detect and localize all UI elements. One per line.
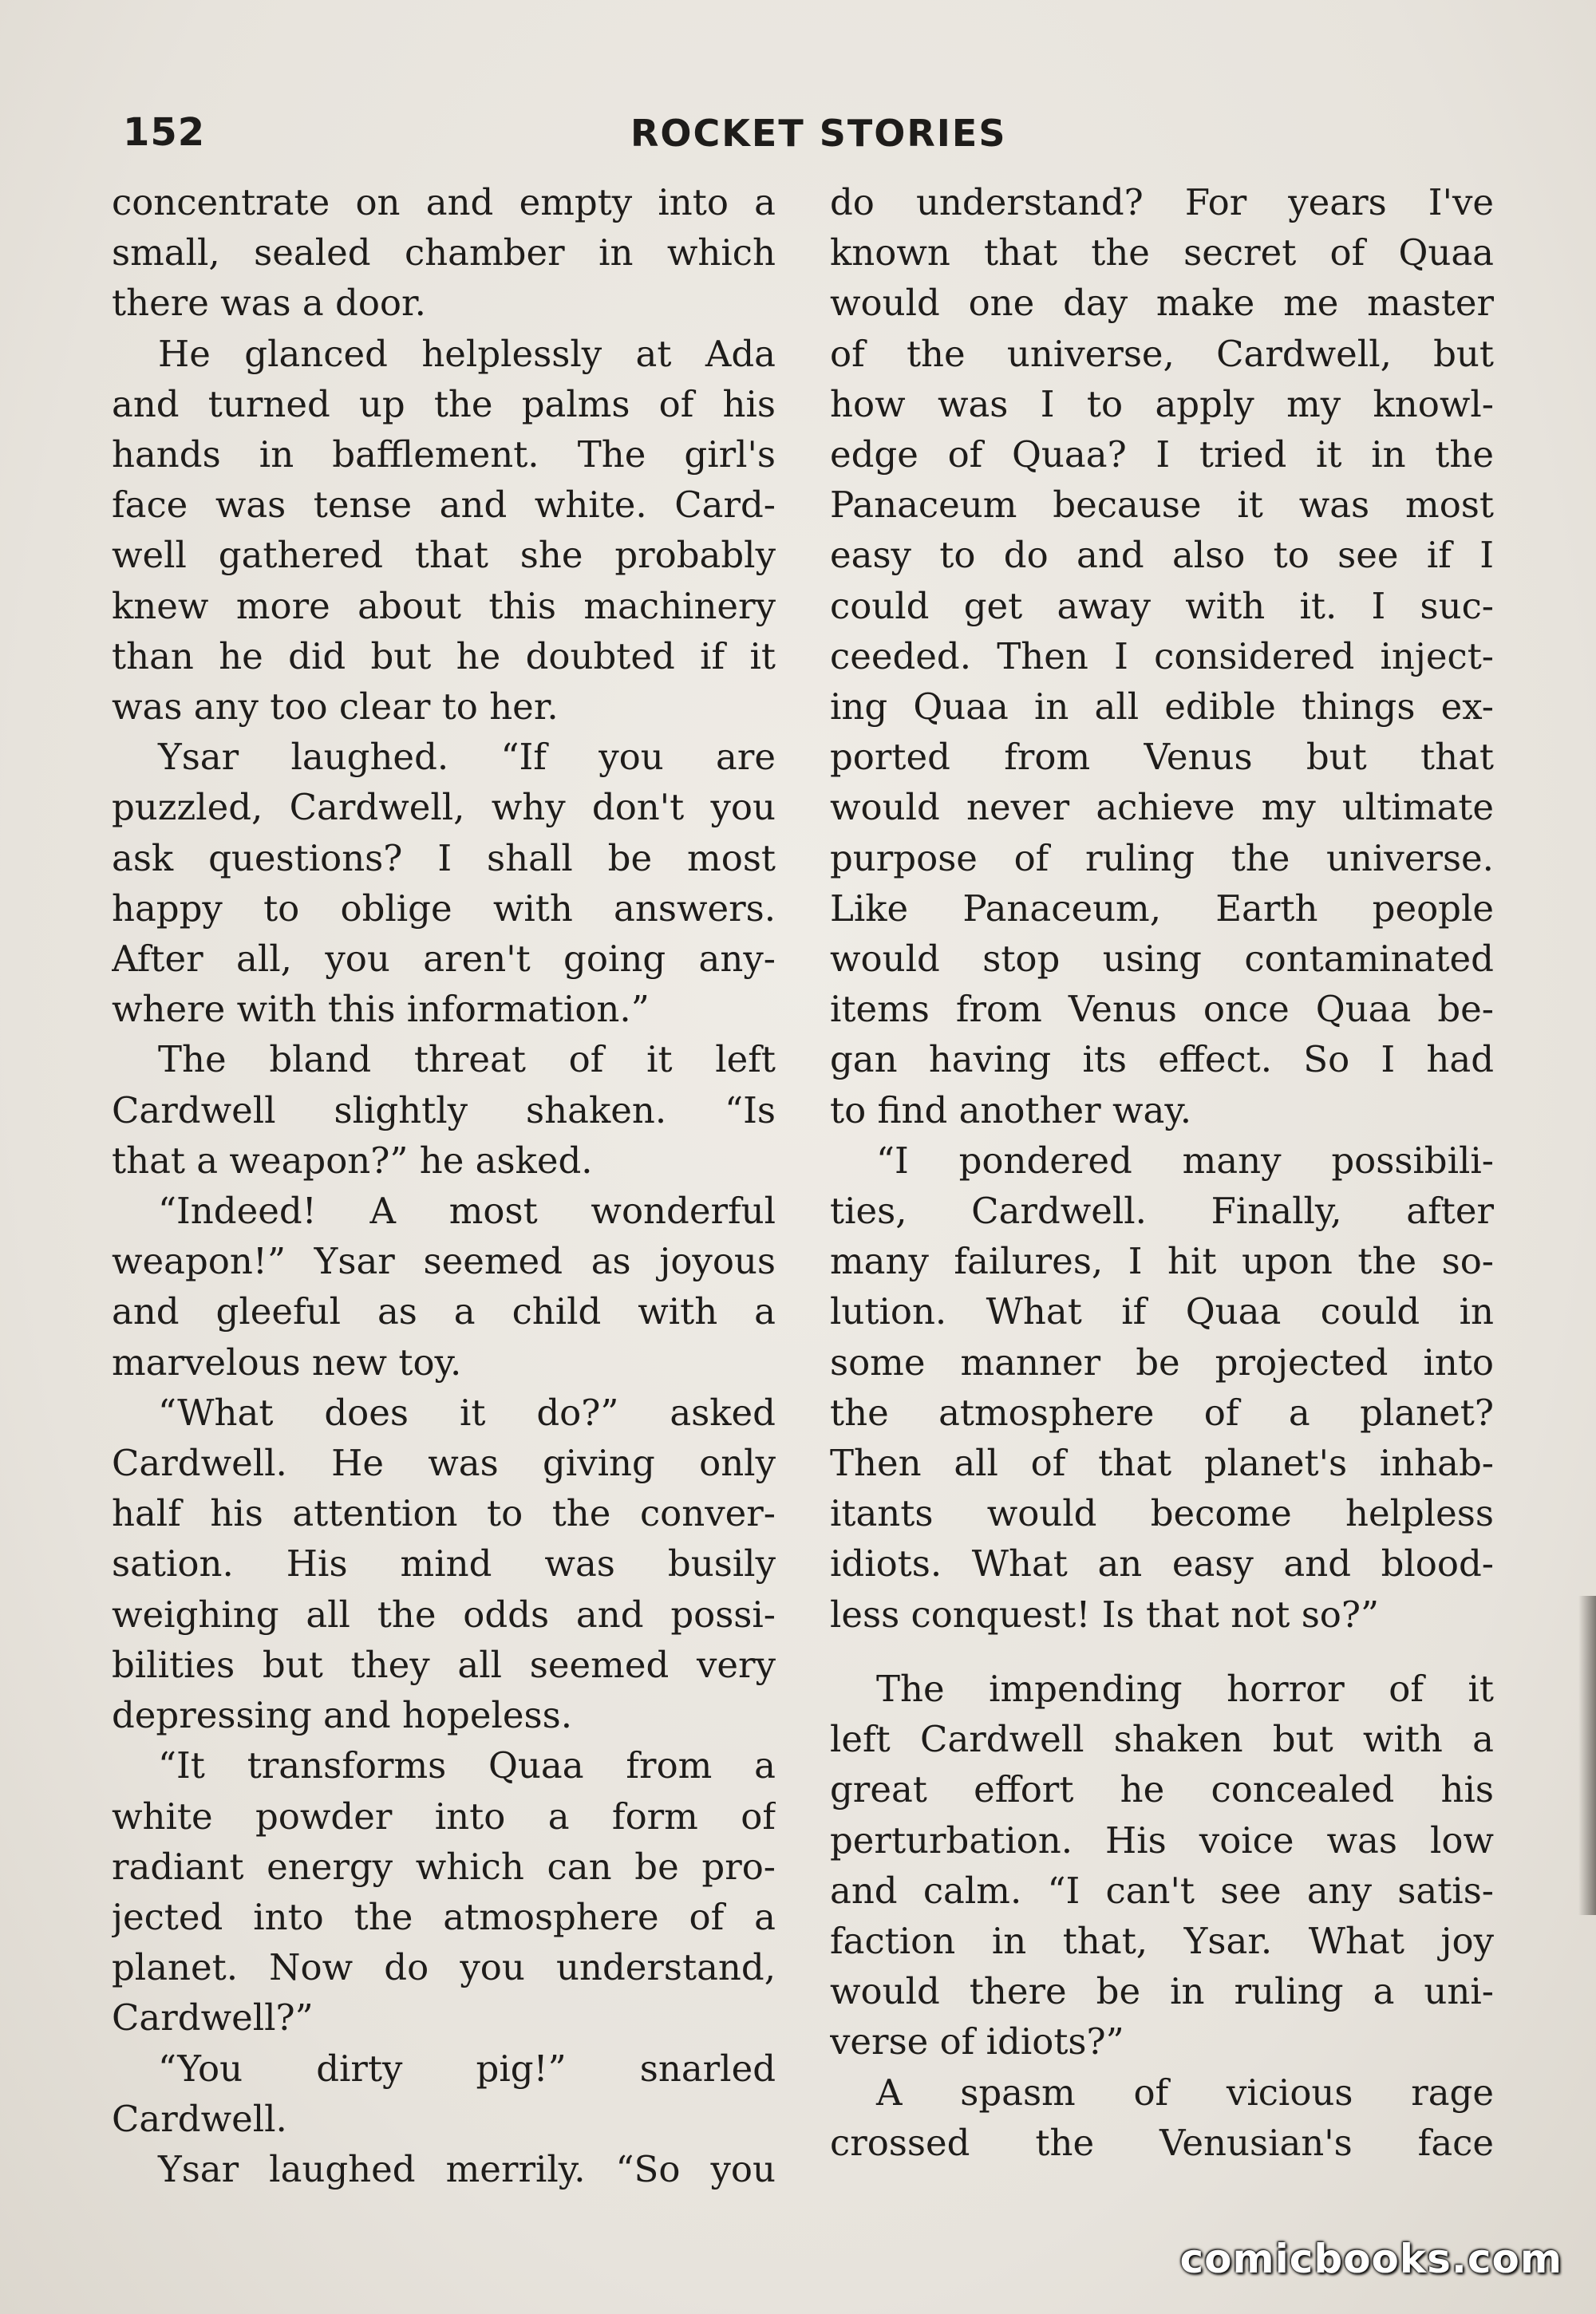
text-line: purpose of ruling the universe. — [830, 836, 1494, 879]
text-line: would one day make me master — [830, 282, 1494, 325]
text-line: Cardwell. — [112, 2097, 287, 2140]
text-line: idiots. What an easy and blood- — [830, 1542, 1494, 1585]
text-line: of the universe, Cardwell, but — [830, 332, 1494, 375]
watermark: comicbooks.com — [1179, 2236, 1562, 2282]
text-line: some manner be projected into — [830, 1341, 1494, 1384]
text-line: that a weapon?” he asked. — [112, 1139, 593, 1182]
text-line: was any too clear to her. — [112, 685, 559, 729]
text-line: great effort he concealed his — [830, 1768, 1494, 1811]
paragraph-gap — [830, 1640, 1494, 1664]
text-line: Ysar laughed merrily. “So you — [158, 2147, 776, 2190]
text-line: sation. His mind was busily — [112, 1542, 776, 1585]
text-line: Cardwell?” — [112, 1996, 314, 2040]
running-title: ROCKET STORIES — [630, 112, 1007, 155]
text-line: crossed the Venusian's face — [830, 2121, 1494, 2164]
text-line: “It transforms Quaa from a — [158, 1744, 776, 1787]
text-line: radiant energy which can be pro- — [112, 1845, 776, 1888]
text-line: left Cardwell shaken but with a — [830, 1718, 1494, 1761]
text-line: Panaceum because it was most — [830, 484, 1494, 527]
text-line: ask questions? I shall be most — [112, 836, 776, 879]
text-line: A spasm of vicious rage — [876, 2071, 1494, 2114]
text-line: weighing all the odds and possi- — [112, 1593, 776, 1636]
text-line: planet. Now do you understand, — [112, 1946, 776, 1989]
text-line: items from Venus once Quaa be- — [830, 988, 1494, 1031]
text-line: “Indeed! A most wonderful — [158, 1190, 776, 1233]
text-line: faction in that, Ysar. What joy — [830, 1919, 1494, 1962]
text-line: and calm. “I can't see any satis- — [830, 1869, 1494, 1912]
text-line: than he did but he doubted if it — [112, 634, 776, 677]
text-line: He glanced helplessly at Ada — [158, 332, 776, 375]
text-line: ceeded. Then I considered inject- — [830, 634, 1494, 677]
text-line: half his attention to the conver- — [112, 1492, 776, 1535]
text-line: white powder into a form of — [112, 1795, 776, 1838]
text-line: less conquest! Is that not so?” — [830, 1593, 1380, 1636]
text-line: After all, you aren't going any- — [112, 938, 776, 981]
text-line: lution. What if Quaa could in — [830, 1290, 1494, 1333]
text-line: itants would become helpless — [830, 1492, 1494, 1535]
text-line: would stop using contaminated — [830, 938, 1494, 981]
page-number: 152 — [123, 110, 206, 155]
text-line: and gleeful as a child with a — [112, 1290, 776, 1333]
text-line: The bland threat of it left — [158, 1038, 776, 1081]
text-line: depressing and hopeless. — [112, 1694, 573, 1737]
text-line: well gathered that she probably — [112, 534, 776, 577]
text-line: weapon!” Ysar seemed as joyous — [112, 1240, 776, 1283]
text-line: Cardwell slightly shaken. “Is — [112, 1088, 776, 1131]
text-line: do understand? For years I've — [830, 181, 1494, 223]
page-header — [112, 110, 1500, 158]
text-line: knew more about this machinery — [112, 584, 776, 627]
text-line: ties, Cardwell. Finally, after — [830, 1190, 1494, 1233]
text-line: Cardwell. He was giving only — [112, 1442, 776, 1485]
text-line: hands in bafflement. The girl's — [112, 433, 776, 476]
left-text-column — [112, 177, 776, 2194]
text-line: concentrate on and empty into a — [112, 181, 776, 223]
text-line: ing Quaa in all edible things ex- — [830, 685, 1494, 729]
text-line: jected into the atmosphere of a — [112, 1895, 776, 1938]
text-line: the atmosphere of a planet? — [830, 1391, 1494, 1434]
text-line: many failures, I hit upon the so- — [830, 1240, 1494, 1283]
text-line: to find another way. — [830, 1088, 1192, 1131]
text-line: known that the secret of Quaa — [830, 231, 1494, 274]
text-line: perturbation. His voice was low — [830, 1818, 1494, 1862]
text-line: “I pondered many possibili- — [876, 1139, 1494, 1182]
text-line: and turned up the palms of his — [112, 382, 776, 425]
text-line: ported from Venus but that — [830, 736, 1494, 779]
page-edge-shadow — [1578, 1596, 1596, 1915]
text-line: would never achieve my ultimate — [830, 786, 1494, 829]
right-text-column — [830, 177, 1494, 2168]
text-line: easy to do and also to see if I — [830, 534, 1494, 577]
text-line: puzzled, Cardwell, why don't you — [112, 786, 776, 829]
text-line: marvelous new toy. — [112, 1341, 462, 1384]
text-line: face was tense and white. Card- — [112, 484, 776, 527]
text-line: verse of idiots?” — [830, 2020, 1124, 2063]
text-line: Ysar laughed. “If you are — [158, 736, 776, 779]
text-line: would there be in ruling a uni- — [830, 1970, 1494, 2013]
text-line: could get away with it. I suc- — [830, 584, 1494, 627]
text-line: where with this information.” — [112, 988, 650, 1031]
text-line: small, sealed chamber in which — [112, 231, 776, 274]
text-line: “What does it do?” asked — [158, 1391, 776, 1434]
text-line: The impending horror of it — [876, 1667, 1494, 1710]
text-line: edge of Quaa? I tried it in the — [830, 433, 1494, 476]
text-line: Like Panaceum, Earth people — [830, 887, 1494, 930]
text-line: there was a door. — [112, 282, 426, 325]
text-line: gan having its effect. So I had — [830, 1038, 1494, 1081]
text-line: bilities but they all seemed very — [112, 1643, 776, 1686]
text-line: happy to oblige with answers. — [112, 887, 776, 930]
text-line: Then all of that planet's inhab- — [830, 1442, 1494, 1485]
text-line: how was I to apply my knowl- — [830, 382, 1494, 425]
text-line: “You dirty pig!” snarled — [158, 2047, 776, 2090]
